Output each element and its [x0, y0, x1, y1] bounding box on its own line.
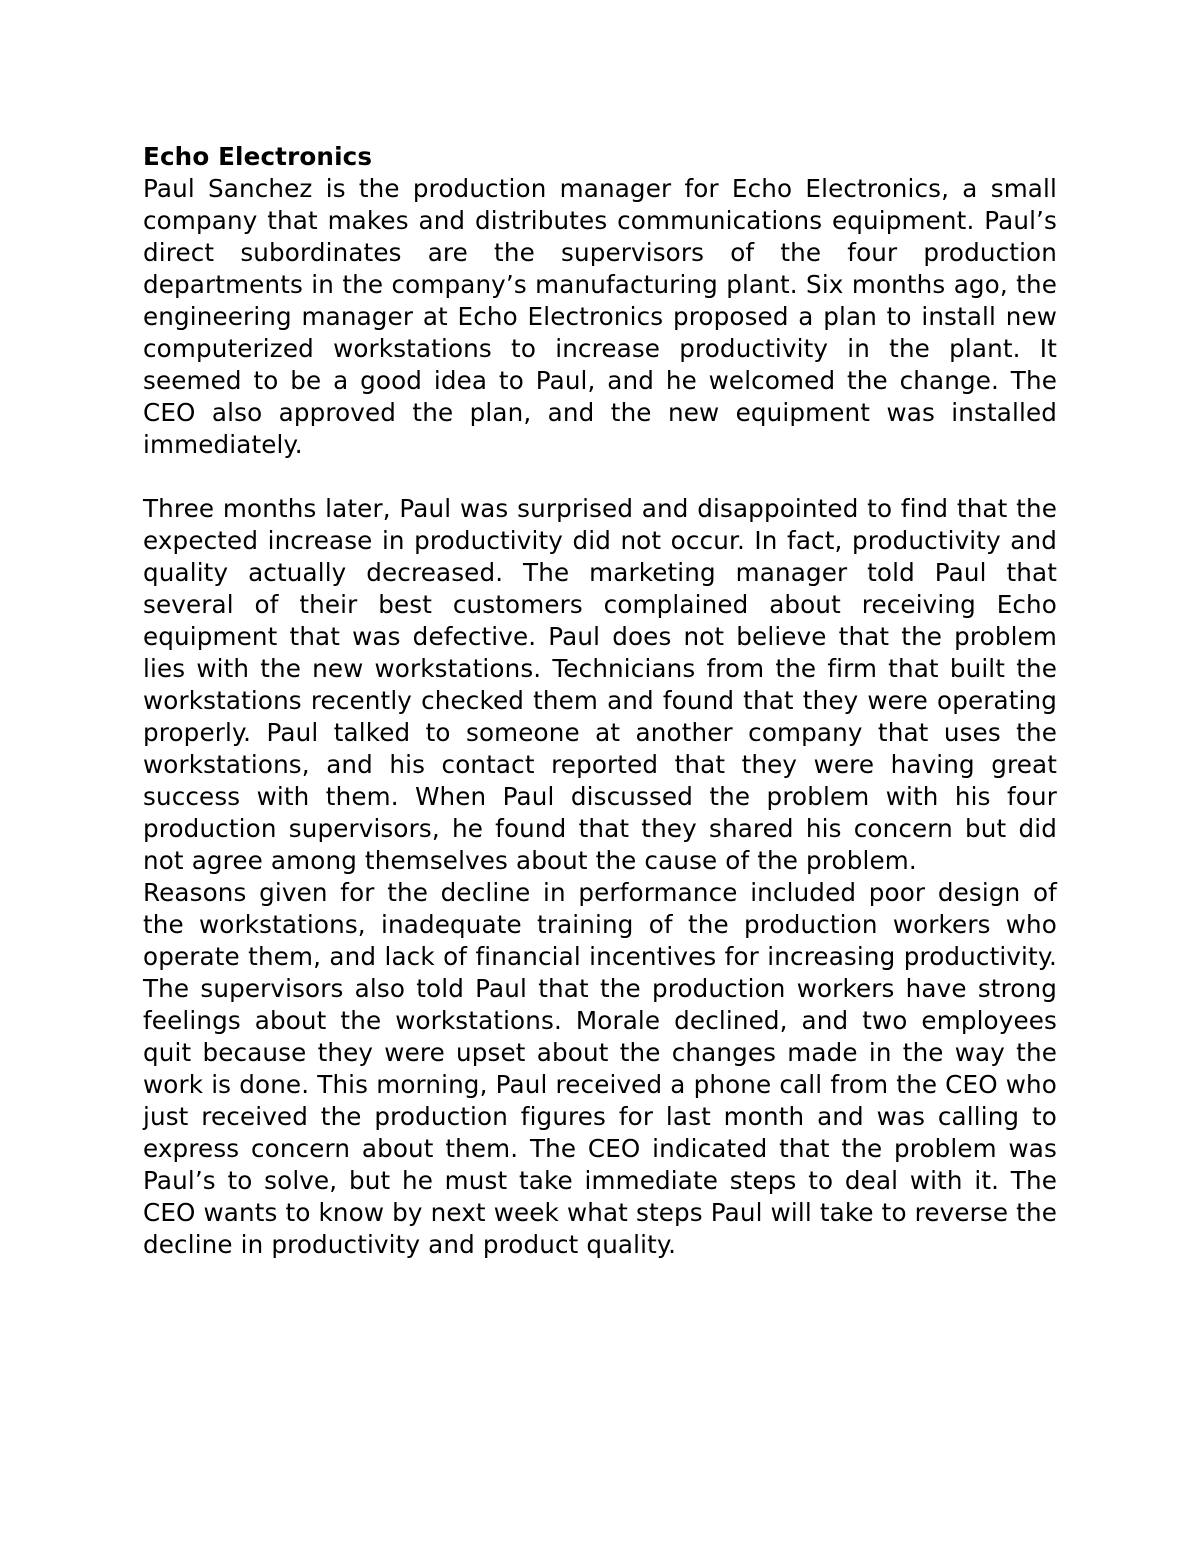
- paragraph-problem: Three months later, Paul was surprised and disappointed to find that the expected increase in productivity did not occur. In fact, productivity and quality actually decreased. The marketing manager told Paul that several of their best customers complained about receiving Echo equipment that was defective. Paul does not believe that the problem lies with the new workstations. Technicians from the firm that built the workstations recently checked them and found that they were operating properly. Paul talked to someone at another company that uses the workstations, and his contact reported that they were having great success with them. When Paul discussed the problem with his four production supervisors, he found that they shared his concern but did not agree among themselves about the cause of the problem.: [143, 494, 1057, 875]
- paragraph-reasons: Reasons given for the decline in performance included poor design of the workstations, inadequate training of the production workers who operate them, and lack of financial incentives for increasing productivity. The supervisors also told Paul that the production workers have strong feelings about the workstations. Morale declined, and two employees quit because they were upset about the changes made in the way the work is done. This morning, Paul received a phone call from the CEO who just received the production figures for last month and was calling to express concern about them. The CEO indicated that the problem was Paul’s to solve, but he must take immediate steps to deal with it. The CEO wants to know by next week what steps Paul will take to reverse the decline in productivity and product quality.: [143, 878, 1057, 1259]
- document-title: Echo Electronics: [143, 142, 373, 171]
- paragraph-spacer: [143, 461, 1057, 493]
- paragraph-intro: Paul Sanchez is the production manager for Echo Electronics, a small company that makes and distributes communications equipment. Paul’s direct subordinates are the supervisors of the four production departments in the company’s manufacturing plant. Six months ago, the engineering manager at Echo Electronics proposed a plan to install new computerized workstations to increase productivity in the plant. It seemed to be a good idea to Paul, and he welcomed the change. The CEO also approved the plan, and the new equipment was installed immediately.: [143, 174, 1057, 459]
- document-body: [143, 141, 1057, 1261]
